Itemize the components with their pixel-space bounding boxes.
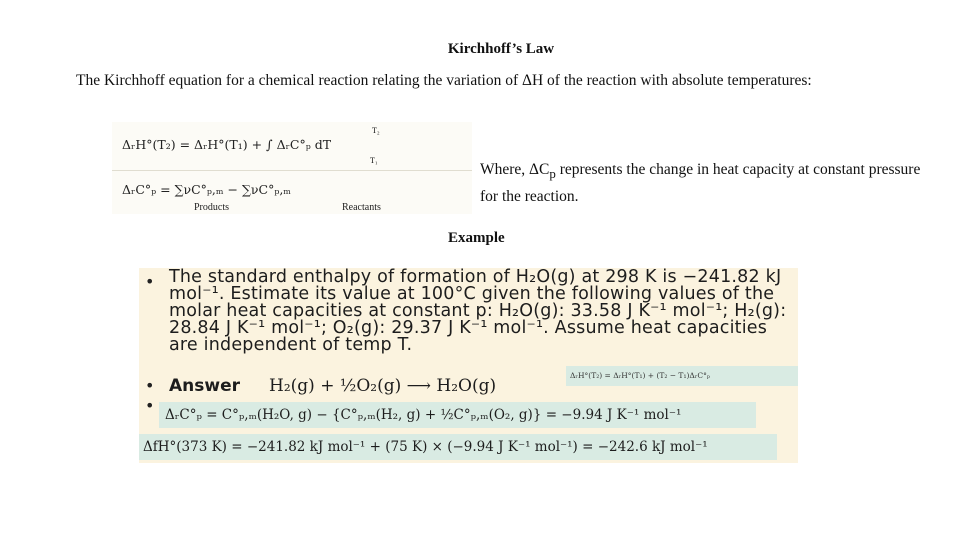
bullet-question: •: [145, 272, 155, 291]
kirchhoff-integral-equation: ΔᵣH°(T₂) = ΔᵣH°(T₁) + ∫ ΔᵣC°ₚ dT: [122, 137, 332, 152]
reactants-label: Reactants: [342, 202, 381, 213]
where-subscript: p: [549, 166, 556, 182]
mini-kirchhoff-formula: ΔᵣH°(T₂) = ΔᵣH°(T₁) + (T₂ − T₁)ΔᵣC°ₚ: [566, 366, 798, 386]
example-question: The standard enthalpy of formation of H₂O(g) at 298 K is −241.82 kJ mol⁻¹. Estimate its value at 100°C given the following values of the molar heat capacities at constant p: H₂O(g): 33.58 J K⁻¹ mol⁻¹; H₂(g): 28.84 J K⁻¹ mol⁻¹; O₂(g): 29.37 J K⁻¹ mol⁻¹. Assume heat capacities are independent of temp T.: [169, 268, 787, 355]
where-suffix: represents the change in heat capacity at constant pressure for the reaction.: [480, 161, 921, 206]
intro-text: The Kirchhoff equation for a chemical reaction relating the variation of ΔH of the reaction with absolute temperatures:: [76, 72, 812, 89]
delta-cp-definition: ΔᵣC°ₚ = ∑νC°ₚ,ₘ − ∑νC°ₚ,ₘ: [122, 182, 291, 197]
integral-lower-limit: T₁: [370, 156, 378, 165]
integral-upper-limit: T₂: [372, 126, 380, 135]
bullet-delta-cp: •: [145, 396, 155, 415]
reaction-equation: H₂(g) + ½O₂(g) ⟶ H₂O(g): [269, 376, 497, 396]
example-image: [139, 268, 798, 463]
equation-divider: [112, 170, 472, 171]
example-heading: Example: [448, 230, 505, 246]
answer-label: Answer: [169, 376, 240, 396]
products-label: Products: [194, 202, 229, 213]
delta-cp-calculation: ΔᵣC°ₚ = C°ₚ,ₘ(H₂O, g) − {C°ₚ,ₘ(H₂, g) + ½C°ₚ,ₘ(O₂, g)} = −9.94 J K⁻¹ mol⁻¹: [159, 402, 756, 428]
kirchhoff-equation-image: [112, 122, 472, 214]
where-explanation: [480, 158, 940, 208]
delta-fh-calculation: ΔfH°(373 K) = −241.82 kJ mol⁻¹ + (75 K) × (−9.94 J K⁻¹ mol⁻¹) = −242.6 kJ mol⁻¹: [139, 434, 777, 460]
slide-title: Kirchhoff’s Law: [447, 41, 555, 57]
where-prefix: Where, ΔC: [480, 161, 550, 178]
bullet-answer: •: [145, 376, 155, 395]
